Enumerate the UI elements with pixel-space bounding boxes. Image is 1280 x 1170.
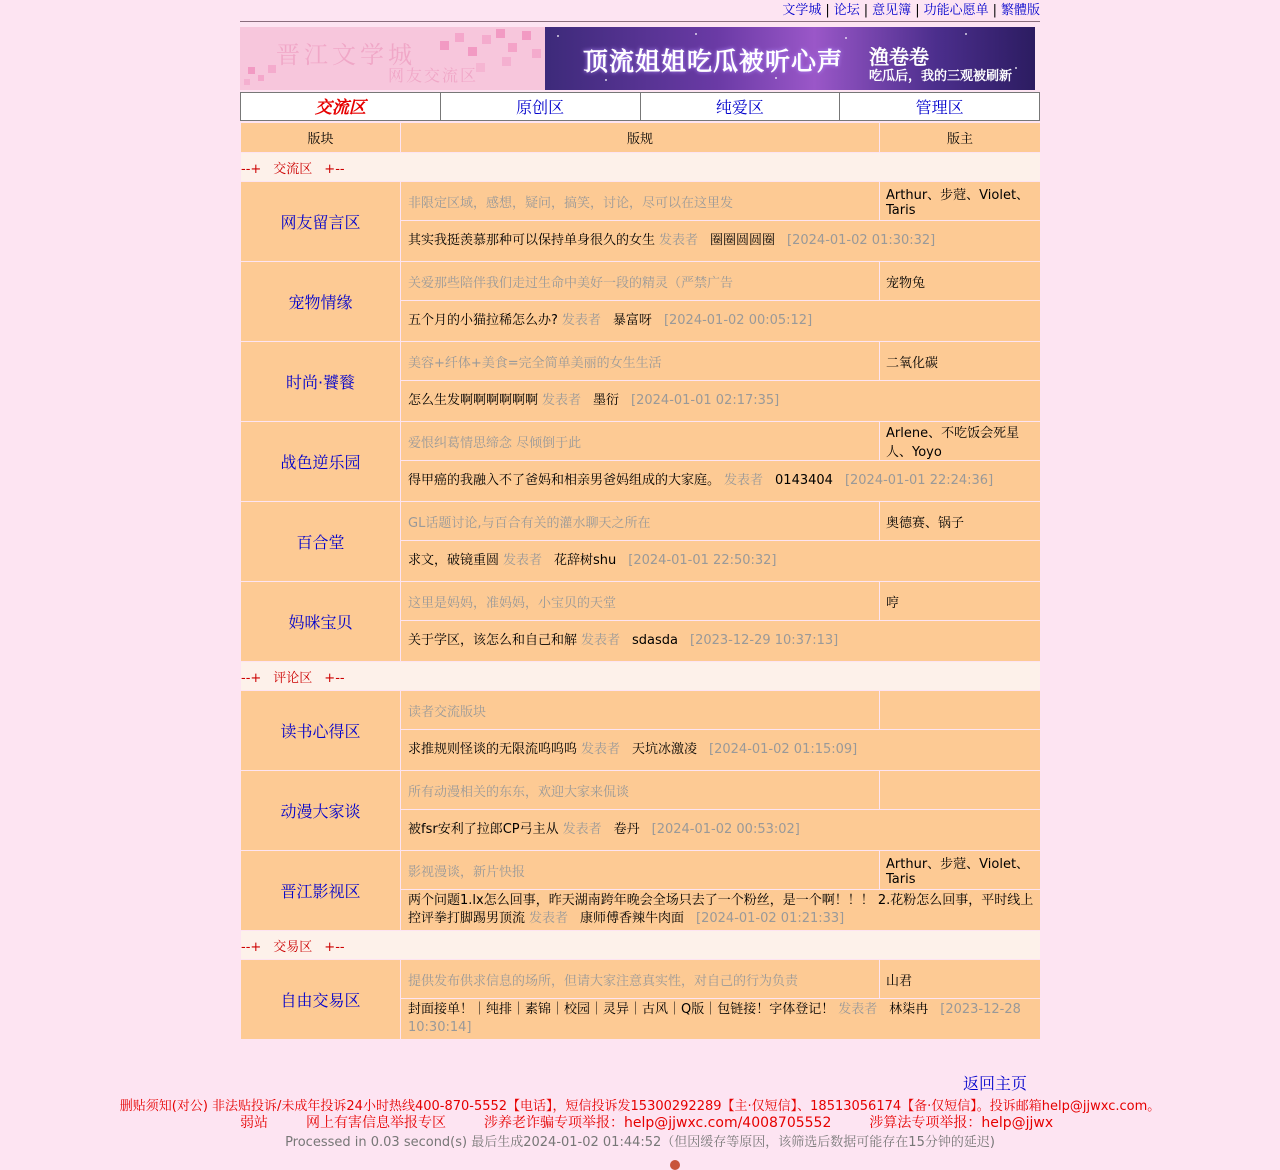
group-prefix[interactable]: --+ [241, 670, 262, 686]
board-rules: 非限定区域，感想，疑问，搞笑，讨论，尽可以在这里发 [401, 182, 880, 221]
board-name-cell [241, 691, 401, 771]
ad-author: 渔卷卷 [869, 45, 929, 69]
tab-danmei[interactable] [641, 92, 841, 121]
latest-post-author[interactable]: 天坑冰激凌 [632, 742, 698, 757]
board-rules: 美容+纤体+美食=完全简单美丽的女生生活 [401, 342, 880, 381]
group-prefix[interactable]: --+ [241, 161, 262, 177]
group-header [241, 153, 1041, 182]
header-moderators: 版主 [880, 123, 1041, 153]
board-name-cell [241, 422, 401, 502]
latest-post-cell [401, 730, 1041, 771]
footer-notice: 删贴须知(对公) 非法贴投诉/未成年投诉24小时热线400-870-5552【电话】，短信投诉发15300292289【主·仅短信】、18513056174【备·仅短信】。投诉邮箱help@jjwxc.com。 [119, 1099, 1161, 1114]
latest-post-title[interactable]: 求推规则怪谈的无限流呜呜呜 [408, 742, 578, 757]
latest-post-author[interactable]: 圈圈圆圆圈 [710, 233, 776, 248]
latest-post-cell [401, 381, 1041, 422]
footer-report-3[interactable]: 涉算法专项举报：help@jjwx [869, 1115, 1054, 1131]
latest-post-author[interactable]: 墨衍 [593, 393, 620, 408]
group-row [241, 662, 1041, 691]
group-header [241, 931, 1041, 960]
latest-post-title[interactable]: 得甲癌的我融入不了爸妈和相亲男爸妈组成的大家庭。 [408, 473, 721, 488]
board-name-cell [241, 960, 401, 1040]
board-row [241, 960, 1041, 999]
latest-post-time: [2024-01-01 02:17:35] [631, 393, 780, 408]
tab-danmei-label[interactable]: 纯爱区 [715, 98, 764, 117]
latest-post-cell [401, 999, 1041, 1040]
board-moderators[interactable]: Arlene、不吃饭会死星人、Yoyo [880, 422, 1041, 461]
latest-post-author[interactable]: 林柒冉 [889, 1002, 929, 1017]
board-rules: 所有动漫相关的东东，欢迎大家来侃谈 [401, 771, 880, 810]
ad-tagline: 吃瓜后，我的三观被刷新 [869, 69, 1013, 84]
board-name-link[interactable]: 晋江影视区 [280, 882, 361, 901]
footer-report-0[interactable]: 弱站 [240, 1115, 268, 1131]
latest-post-cell [401, 810, 1041, 851]
board-name-cell [241, 262, 401, 342]
group-suffix[interactable]: +-- [324, 161, 345, 177]
top-link-feedback[interactable]: 意见簿 [872, 3, 912, 18]
board-row [241, 771, 1041, 810]
board-rules: 提供发布供求信息的场所，但请大家注意真实性，对自己的行为负责 [401, 960, 880, 999]
latest-post-title[interactable]: 两个问题1.lx怎么回事，昨天湖南跨年晚会全场只去了一个粉丝，是一个啊！！！ 2.花粉怎么回事，平时线上控评拳打脚踢男顶流 [408, 893, 1034, 926]
board-moderators[interactable]: 宠物兔 [880, 262, 1041, 301]
page-container [240, 0, 1040, 1035]
latest-post-time: [2023-12-29 10:37:13] [690, 633, 839, 648]
board-moderators[interactable]: 奥德赛、锅子 [880, 502, 1041, 541]
board-row [241, 582, 1041, 621]
board-moderators[interactable]: 哼 [880, 582, 1041, 621]
latest-post-author[interactable]: 康师傅香辣牛肉面 [580, 911, 685, 926]
board-moderators[interactable]: Arthur、步蒄、Violet、Taris [880, 851, 1041, 890]
top-link-wenxuecheng[interactable]: 文学城 [782, 3, 822, 18]
latest-post-time: [2024-01-01 22:24:36] [844, 473, 994, 488]
latest-post-title[interactable]: 封面接单！｜纯排｜素锦｜校园｜灵异｜古风｜Q版｜包链接！字体登记！ [408, 1002, 835, 1017]
tab-original[interactable] [441, 92, 641, 121]
ad-headline: 顶流姐姐吃瓜被听心声 [583, 47, 844, 76]
header-board: 版块 [241, 123, 401, 153]
processed-info: Processed in 0.03 second(s) 最后生成2024-01-02 01:44:52（但因缓存等原因，该筛选后数据可能存在15分钟的延迟) [285, 1135, 995, 1150]
top-link-forum[interactable]: 论坛 [833, 3, 860, 18]
group-prefix[interactable]: --+ [241, 939, 262, 955]
latest-post-title[interactable]: 怎么生发啊啊啊啊啊啊 [408, 393, 539, 408]
board-moderators[interactable] [880, 691, 1041, 730]
latest-post-cell [401, 621, 1041, 662]
board-rules: 关爱那些陪伴我们走过生命中美好一段的精灵（严禁广告 [401, 262, 880, 301]
latest-post-cell [401, 890, 1041, 931]
board-rules: 影视漫谈，新片快报 [401, 851, 880, 890]
table-header-row [241, 123, 1041, 153]
posted-by-label: 发表者 [724, 473, 764, 488]
board-name-link[interactable]: 百合堂 [296, 533, 345, 552]
board-name-cell [241, 342, 401, 422]
board-name-cell [241, 851, 401, 931]
top-link-traditional[interactable]: 繁體版 [1000, 3, 1040, 18]
posted-by-label: 发表者 [529, 911, 569, 926]
board-moderators[interactable]: Arthur、步蒄、Violet、Taris [880, 182, 1041, 221]
latest-post-author[interactable]: 卷丹 [613, 822, 640, 837]
group-suffix[interactable]: +-- [324, 939, 345, 955]
board-row [241, 502, 1041, 541]
board-name-link[interactable]: 自由交易区 [280, 991, 361, 1010]
latest-post-title[interactable]: 其实我挺羡慕那种可以保持单身很久的女生 [408, 233, 656, 248]
latest-post-time: [2024-01-02 00:53:02] [651, 822, 800, 837]
latest-post-author[interactable]: 暴富呀 [612, 313, 652, 328]
group-suffix[interactable]: +-- [324, 670, 345, 686]
latest-post-time: [2024-01-02 01:30:32] [787, 233, 936, 248]
posted-by-label: 发表者 [562, 822, 602, 837]
footer-report-links [240, 1112, 1091, 1132]
posted-by-label: 发表者 [581, 742, 621, 757]
latest-post-cell [401, 301, 1041, 342]
board-moderators[interactable] [880, 771, 1041, 810]
posted-by-label: 发表者 [838, 1002, 878, 1017]
board-row [241, 262, 1041, 301]
group-header [241, 662, 1041, 691]
latest-post-time: [2024-01-01 22:50:32] [628, 553, 777, 568]
footer-report-2[interactable]: 涉养老诈骗专项举报：help@jjwxc.com/4008705552 [484, 1115, 832, 1131]
latest-post-time: [2024-01-02 01:21:33] [696, 911, 845, 926]
group-label[interactable]: 交流区 [273, 161, 313, 177]
logo-subtitle: 网友交流区 [388, 66, 479, 85]
board-rules: GL话题讨论,与百合有关的灌水聊天之所在 [401, 502, 880, 541]
latest-post-author[interactable]: 0143404 [775, 473, 833, 488]
latest-post-time: [2024-01-02 01:15:09] [709, 742, 858, 757]
board-name-cell [241, 582, 401, 662]
latest-post-cell [401, 541, 1041, 582]
board-rules: 这里是妈妈，准妈妈，小宝贝的天堂 [401, 582, 880, 621]
posted-by-label: 发表者 [581, 633, 621, 648]
board-row [241, 342, 1041, 381]
board-name-link[interactable]: 战色逆乐园 [280, 453, 361, 472]
latest-post-cell [401, 461, 1041, 502]
latest-post-time: [2023-12-28 10:30:14] [408, 1002, 1021, 1035]
board-name-cell [241, 182, 401, 262]
latest-post-cell [401, 221, 1041, 262]
board-name-link[interactable]: 时尚·饕餮 [285, 373, 356, 392]
board-moderators[interactable]: 山君 [880, 960, 1041, 999]
latest-post-title[interactable]: 五个月的小猫拉稀怎么办? [408, 313, 558, 328]
site-logo[interactable] [240, 27, 545, 90]
tab-original-label[interactable]: 原创区 [516, 98, 565, 117]
header-rules: 版规 [401, 123, 880, 153]
top-link-wishlist[interactable]: 功能心愿单 [923, 3, 989, 18]
board-row [241, 182, 1041, 221]
posted-by-label: 发表者 [659, 233, 699, 248]
board-name-cell [241, 771, 401, 851]
group-row [241, 931, 1041, 960]
latest-post-author[interactable]: sdasda [632, 633, 679, 648]
posted-by-label: 发表者 [561, 313, 601, 328]
board-row [241, 851, 1041, 890]
board-rules: 爱恨纠葛情思缔念 尽倾倒于此 [401, 422, 880, 461]
board-name-cell [241, 502, 401, 582]
group-label[interactable]: 交易区 [273, 939, 313, 955]
board-name-link[interactable]: 宠物情缘 [288, 293, 353, 312]
board-moderators[interactable]: 二氧化碳 [880, 342, 1041, 381]
board-row [241, 422, 1041, 461]
board-table [240, 122, 1041, 1040]
top-links-bar: 文学城 | 论坛 | 意见簿 | 功能心愿单 | 繁體版 [240, 0, 1040, 22]
posted-by-label: 发表者 [503, 553, 543, 568]
tab-admin-label[interactable]: 管理区 [915, 98, 964, 117]
board-rules: 读者交流版块 [401, 691, 880, 730]
footer-report-1[interactable]: 网上有害信息举报专区 [306, 1115, 446, 1131]
banner [240, 22, 1040, 93]
board-name-link[interactable]: 妈咪宝贝 [288, 613, 353, 632]
latest-post-title[interactable]: 被fsr安利了拉郎CP弓主从 [408, 822, 559, 837]
group-row [241, 153, 1041, 182]
board-name-link[interactable]: 网友留言区 [280, 213, 361, 232]
return-home-link[interactable]: 返回主页 [963, 1074, 1028, 1093]
latest-post-author[interactable]: 花辞树shu [554, 553, 617, 568]
tab-admin[interactable] [840, 92, 1040, 121]
board-row [241, 691, 1041, 730]
tab-exchange[interactable] [240, 92, 441, 121]
board-name-link[interactable]: 动漫大家谈 [280, 802, 361, 821]
latest-post-title[interactable]: 求文，破镜重圆 [408, 553, 500, 568]
ad-banner[interactable] [545, 27, 1035, 90]
latest-post-time: [2024-01-02 00:05:12] [663, 313, 813, 328]
latest-post-title[interactable]: 关于学区，该怎么和自己和解 [408, 633, 578, 648]
section-tabs [240, 92, 1040, 121]
board-name-link[interactable]: 读书心得区 [280, 722, 361, 741]
tab-exchange-label[interactable]: 交流区 [314, 98, 366, 118]
logo-title: 晋江文学城 [276, 41, 416, 69]
posted-by-label: 发表者 [542, 393, 582, 408]
group-label[interactable]: 评论区 [273, 670, 313, 686]
footer-badge-icon [670, 1160, 680, 1170]
